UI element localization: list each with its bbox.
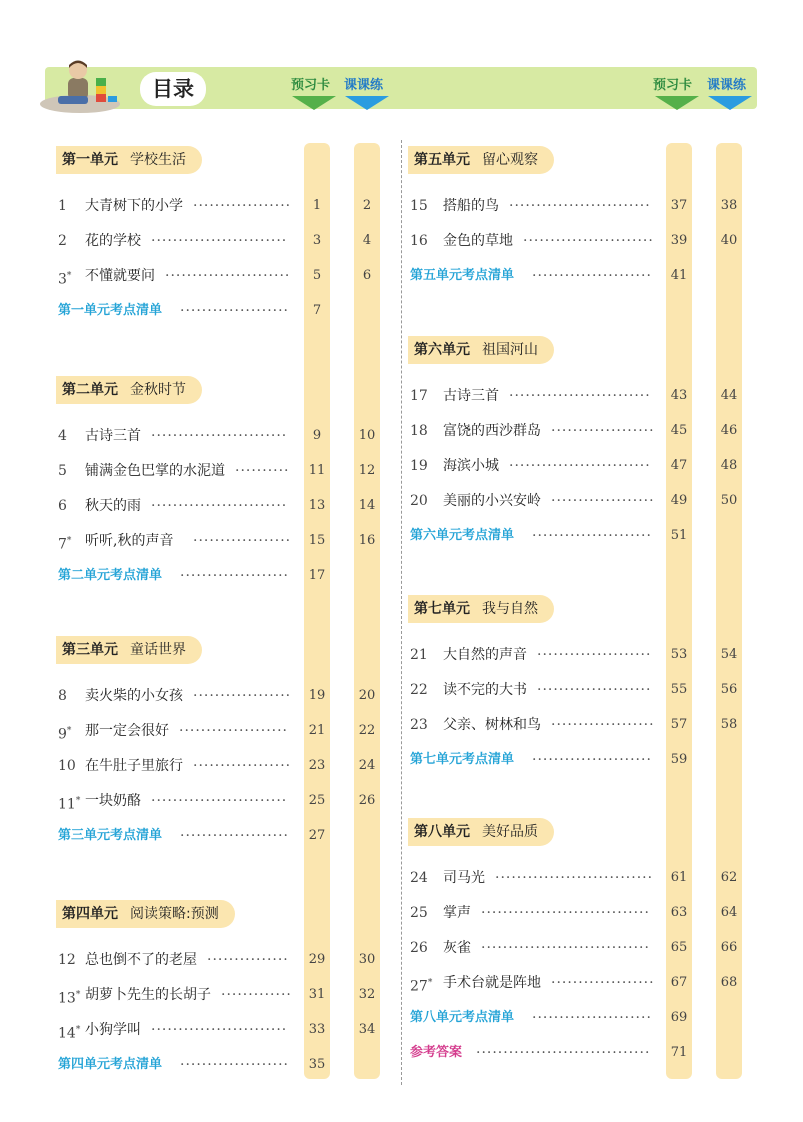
unit-label: 第八单元	[414, 824, 470, 840]
lesson-number	[410, 420, 428, 442]
column-divider	[401, 140, 402, 1085]
lesson-number-value: 27	[410, 978, 428, 995]
unit-theme: 阅读策略:预测	[130, 906, 219, 922]
lesson-page-number: 24	[358, 758, 376, 773]
lesson-page-number: 54	[720, 647, 738, 662]
lesson-title: 胡萝卜先生的长胡子	[85, 987, 211, 1003]
lesson-number-value: 10	[58, 758, 76, 774]
unit-theme: 美好品质	[482, 824, 538, 840]
unit-theme: 留心观察	[482, 152, 538, 168]
leader-dots: ····················	[180, 1057, 290, 1073]
preview-page-number: 27	[308, 828, 326, 843]
leader-dots: ··················	[193, 533, 292, 549]
lesson-page-number: 16	[358, 533, 376, 548]
optional-lesson-star: *	[66, 271, 72, 281]
preview-page-number: 65	[670, 940, 688, 955]
leader-dots: ·············	[221, 987, 292, 1003]
lesson-row[interactable]	[58, 685, 378, 707]
lesson-title: 美丽的小兴安岭	[443, 493, 541, 509]
lesson-number	[58, 195, 67, 217]
lesson-number	[410, 972, 432, 998]
lesson-title: 听听,秋的声音	[85, 533, 174, 549]
leader-dots: ······················	[532, 1010, 652, 1026]
lesson-number	[410, 867, 428, 889]
lesson-row[interactable]	[410, 867, 740, 889]
column-tag-lesson-right: 课课练	[707, 78, 747, 93]
review-title: 第七单元考点清单	[410, 752, 515, 767]
lesson-number-value: 17	[410, 388, 428, 404]
preview-page-number: 51	[670, 528, 688, 543]
preview-page-number: 57	[670, 717, 688, 732]
lesson-number	[410, 195, 428, 217]
lesson-page-number: 44	[720, 388, 738, 403]
lesson-title: 大自然的声音	[443, 647, 527, 663]
lesson-title: 古诗三首	[443, 388, 499, 404]
unit-header	[56, 146, 202, 174]
blue-arrow-icon	[345, 96, 389, 110]
leader-dots: ······················	[532, 752, 652, 768]
lesson-row[interactable]	[58, 495, 378, 517]
review-row[interactable]	[410, 1007, 740, 1029]
optional-lesson-star: *	[75, 1025, 81, 1035]
lesson-page-number: 14	[358, 498, 376, 513]
lesson-number-value: 22	[410, 682, 428, 698]
green-arrow-icon	[292, 96, 336, 110]
lesson-title: 那一定会很好	[85, 723, 169, 739]
lesson-row[interactable]	[410, 679, 740, 701]
lesson-page-number: 12	[358, 463, 376, 478]
unit-theme: 学校生活	[130, 152, 186, 168]
lesson-title: 卖火柴的小女孩	[85, 688, 183, 704]
lesson-row[interactable]	[58, 530, 378, 552]
unit-theme: 童话世界	[130, 642, 186, 658]
leader-dots: ··········	[235, 463, 290, 479]
preview-page-number: 19	[308, 688, 326, 703]
lesson-row[interactable]	[58, 984, 378, 1006]
column-tag-preview-right: 预习卡	[653, 78, 693, 93]
green-arrow-icon-right	[655, 96, 699, 110]
blue-arrow-icon-right	[708, 96, 752, 110]
lesson-number-value: 18	[410, 423, 428, 439]
leader-dots: ·····························	[495, 870, 654, 886]
lesson-page-number: 22	[358, 723, 376, 738]
review-row[interactable]	[58, 825, 378, 847]
leader-dots: ································	[476, 1045, 651, 1061]
lesson-number-value: 11	[58, 796, 76, 813]
lesson-number	[410, 679, 428, 701]
review-title: 第八单元考点清单	[410, 1010, 515, 1025]
lesson-title: 铺满金色巴掌的水泥道	[85, 463, 225, 479]
lesson-page-number: 48	[720, 458, 738, 473]
lesson-page-number: 2	[362, 198, 372, 213]
lesson-number-value: 12	[58, 952, 76, 968]
lesson-number	[58, 790, 80, 816]
preview-page-number: 47	[670, 458, 688, 473]
lesson-title: 司马光	[443, 870, 485, 886]
optional-lesson-star: *	[66, 726, 72, 736]
unit-theme: 金秋时节	[130, 382, 186, 398]
answer-title: 参考答案	[410, 1045, 463, 1060]
lesson-page-number: 6	[362, 268, 372, 283]
lesson-page-number: 50	[720, 493, 738, 508]
preview-page-number: 1	[312, 198, 322, 213]
leader-dots: ··························	[509, 458, 651, 474]
lesson-row[interactable]	[410, 644, 740, 666]
leader-dots: ························	[523, 233, 654, 249]
leader-dots: ·························	[151, 793, 288, 809]
lesson-row[interactable]	[410, 490, 740, 512]
lesson-row[interactable]	[58, 265, 378, 287]
preview-page-number: 25	[308, 793, 326, 808]
preview-page-number: 17	[308, 568, 326, 583]
lesson-number	[410, 455, 428, 477]
leader-dots: ····················	[179, 723, 289, 739]
leader-dots: ····················	[180, 303, 290, 319]
preview-page-number: 45	[670, 423, 688, 438]
review-title: 第一单元考点清单	[58, 303, 163, 318]
preview-page-number: 21	[308, 723, 326, 738]
preview-page-number: 69	[670, 1010, 688, 1025]
lesson-number	[58, 720, 71, 746]
unit-header	[56, 900, 235, 928]
preview-page-number: 35	[308, 1057, 326, 1072]
preview-page-number: 37	[670, 198, 688, 213]
lesson-number	[410, 937, 428, 959]
lesson-row[interactable]	[410, 455, 740, 477]
preview-page-number: 29	[308, 952, 326, 967]
lesson-number-value: 25	[410, 905, 428, 921]
lesson-row[interactable]	[410, 902, 740, 924]
lesson-row[interactable]	[58, 425, 378, 447]
lesson-title: 秋天的雨	[85, 498, 141, 514]
review-row[interactable]	[410, 749, 740, 771]
lesson-row[interactable]	[58, 460, 378, 482]
preview-page-number: 9	[312, 428, 322, 443]
leader-dots: ··················	[193, 198, 292, 214]
lesson-row[interactable]	[410, 385, 740, 407]
review-title: 第六单元考点清单	[410, 528, 515, 543]
lesson-page-number: 20	[358, 688, 376, 703]
unit-header	[408, 818, 554, 846]
lesson-page-number: 30	[358, 952, 376, 967]
optional-lesson-star: *	[427, 978, 433, 988]
preview-page-number: 31	[308, 987, 326, 1002]
leader-dots: ·······················	[165, 268, 291, 284]
preview-page-number: 3	[312, 233, 322, 248]
lesson-row[interactable]	[410, 420, 740, 442]
preview-page-number: 15	[308, 533, 326, 548]
lesson-title: 读不完的大书	[443, 682, 527, 698]
unit-header	[408, 146, 554, 174]
leader-dots: ···············	[207, 952, 289, 968]
lesson-number-value: 2	[58, 233, 67, 249]
lesson-number	[58, 230, 67, 252]
lesson-row[interactable]	[410, 230, 740, 252]
lesson-title: 海滨小城	[443, 458, 499, 474]
lesson-row[interactable]	[58, 720, 378, 742]
child-playing-blocks-icon	[38, 56, 138, 114]
lesson-title: 大青树下的小学	[85, 198, 183, 214]
lesson-page-number: 38	[720, 198, 738, 213]
leader-dots: ···················	[551, 493, 655, 509]
leader-dots: ······················	[532, 528, 652, 544]
unit-theme: 我与自然	[482, 601, 538, 617]
preview-page-number: 7	[312, 303, 322, 318]
unit-header	[56, 376, 202, 404]
lesson-number-value: 21	[410, 647, 428, 663]
lesson-title: 金色的草地	[443, 233, 513, 249]
leader-dots: ··························	[509, 198, 651, 214]
lesson-title: 灰雀	[443, 940, 471, 956]
preview-page-number: 71	[670, 1045, 688, 1060]
lesson-number	[58, 495, 67, 517]
lesson-number	[410, 230, 428, 252]
lesson-row[interactable]	[58, 949, 378, 971]
optional-lesson-star: *	[75, 990, 81, 1000]
lesson-number	[58, 949, 76, 971]
lesson-number-value: 14	[58, 1025, 76, 1042]
lesson-page-number: 56	[720, 682, 738, 697]
lesson-page-number: 58	[720, 717, 738, 732]
preview-page-number: 49	[670, 493, 688, 508]
unit-label: 第七单元	[414, 601, 470, 617]
unit-label: 第四单元	[62, 906, 118, 922]
lesson-page-number: 68	[720, 975, 738, 990]
leader-dots: ····················	[180, 828, 290, 844]
lesson-row[interactable]	[410, 937, 740, 959]
lesson-page-number: 40	[720, 233, 738, 248]
lesson-page-number: 34	[358, 1022, 376, 1037]
preview-page-number: 67	[670, 975, 688, 990]
preview-page-number: 61	[670, 870, 688, 885]
lesson-page-number: 46	[720, 423, 738, 438]
review-row[interactable]	[410, 265, 740, 287]
lesson-number-value: 16	[410, 233, 428, 249]
optional-lesson-star: *	[66, 536, 72, 546]
column-tag-lesson: 课课练	[344, 78, 384, 93]
lesson-number	[58, 530, 71, 556]
review-row[interactable]	[58, 1054, 378, 1076]
lesson-row[interactable]	[58, 1019, 378, 1041]
lesson-number-value: 20	[410, 493, 428, 509]
page-title: 目录	[140, 72, 206, 106]
unit-label: 第五单元	[414, 152, 470, 168]
lesson-row[interactable]	[58, 755, 378, 777]
lesson-number	[410, 714, 428, 736]
unit-header	[56, 636, 202, 664]
lesson-number-value: 9	[58, 726, 67, 743]
preview-page-number: 59	[670, 752, 688, 767]
lesson-number	[58, 685, 67, 707]
unit-label: 第一单元	[62, 152, 118, 168]
leader-dots: ···················	[551, 423, 655, 439]
lesson-title: 掌声	[443, 905, 471, 921]
unit-label: 第二单元	[62, 382, 118, 398]
leader-dots: ·····················	[537, 682, 652, 698]
lesson-number	[58, 984, 80, 1010]
review-title: 第二单元考点清单	[58, 568, 163, 583]
lesson-number-value: 23	[410, 717, 428, 733]
review-title: 第五单元考点清单	[410, 268, 515, 283]
review-row[interactable]	[410, 525, 740, 547]
lesson-title: 一块奶酪	[85, 793, 141, 809]
lesson-title: 花的学校	[85, 233, 141, 249]
lesson-page-number: 4	[362, 233, 372, 248]
lesson-number	[58, 265, 71, 291]
lesson-title: 古诗三首	[85, 428, 141, 444]
leader-dots: ··························	[509, 388, 651, 404]
lesson-number	[410, 385, 428, 407]
leader-dots: ·························	[151, 428, 288, 444]
lesson-number-value: 24	[410, 870, 428, 886]
preview-page-number: 5	[312, 268, 322, 283]
preview-page-number: 41	[670, 268, 688, 283]
lesson-number-value: 6	[58, 498, 67, 514]
lesson-number-value: 3	[58, 271, 67, 288]
lesson-title: 父亲、树林和鸟	[443, 717, 541, 733]
preview-page-number: 55	[670, 682, 688, 697]
lesson-number	[58, 1019, 80, 1045]
lesson-number-value: 4	[58, 428, 67, 444]
lesson-row[interactable]	[58, 195, 378, 217]
preview-page-number: 13	[308, 498, 326, 513]
leader-dots: ···················	[551, 975, 655, 991]
unit-label: 第六单元	[414, 342, 470, 358]
lesson-number	[58, 460, 67, 482]
lesson-page-number: 10	[358, 428, 376, 443]
unit-header	[408, 336, 554, 364]
lesson-number-value: 7	[58, 536, 67, 553]
review-title: 第四单元考点清单	[58, 1057, 163, 1072]
lesson-number-value: 1	[58, 198, 67, 214]
preview-page-number: 11	[308, 463, 326, 478]
leader-dots: ··················	[193, 688, 292, 704]
lesson-number	[58, 755, 76, 777]
lesson-title: 手术台就是阵地	[443, 975, 541, 991]
lesson-number	[410, 902, 428, 924]
leader-dots: ·························	[151, 233, 288, 249]
lesson-row[interactable]	[410, 714, 740, 736]
preview-page-number: 23	[308, 758, 326, 773]
lesson-number-value: 19	[410, 458, 428, 474]
leader-dots: ···················	[551, 717, 655, 733]
lesson-number-value: 15	[410, 198, 428, 214]
lesson-number-value: 13	[58, 990, 76, 1007]
leader-dots: ····················	[180, 568, 290, 584]
lesson-page-number: 62	[720, 870, 738, 885]
lesson-title: 搭船的鸟	[443, 198, 499, 214]
unit-header	[408, 595, 554, 623]
optional-lesson-star: *	[75, 796, 81, 806]
lesson-number-value: 5	[58, 463, 67, 479]
lesson-row[interactable]	[410, 972, 740, 994]
leader-dots: ·························	[151, 498, 288, 514]
preview-page-number: 43	[670, 388, 688, 403]
lesson-number-value: 26	[410, 940, 428, 956]
lesson-title: 不懂就要问	[85, 268, 155, 284]
lesson-page-number: 32	[358, 987, 376, 1002]
lesson-title: 富饶的西沙群岛	[443, 423, 541, 439]
lesson-row[interactable]	[58, 230, 378, 252]
unit-theme: 祖国河山	[482, 342, 538, 358]
preview-page-number: 39	[670, 233, 688, 248]
lesson-number-value: 8	[58, 688, 67, 704]
lesson-title: 小狗学叫	[85, 1022, 141, 1038]
answer-row[interactable]	[410, 1042, 740, 1064]
lesson-page-number: 64	[720, 905, 738, 920]
review-title: 第三单元考点清单	[58, 828, 163, 843]
review-row[interactable]	[58, 565, 378, 587]
preview-page-number: 63	[670, 905, 688, 920]
leader-dots: ·······························	[481, 940, 650, 956]
lesson-page-number: 26	[358, 793, 376, 808]
leader-dots: ·······························	[481, 905, 650, 921]
lesson-title: 在牛肚子里旅行	[85, 758, 183, 774]
lesson-number	[410, 644, 428, 666]
review-row[interactable]	[58, 300, 378, 322]
lesson-row[interactable]	[58, 790, 378, 812]
lesson-row[interactable]	[410, 195, 740, 217]
unit-label: 第三单元	[62, 642, 118, 658]
lesson-title: 总也倒不了的老屋	[85, 952, 197, 968]
leader-dots: ······················	[532, 268, 652, 284]
preview-page-number: 53	[670, 647, 688, 662]
leader-dots: ·····················	[537, 647, 652, 663]
lesson-number	[410, 490, 428, 512]
leader-dots: ·························	[151, 1022, 288, 1038]
column-tag-preview: 预习卡	[291, 78, 331, 93]
lesson-number	[58, 425, 67, 447]
lesson-page-number: 66	[720, 940, 738, 955]
leader-dots: ··················	[193, 758, 292, 774]
preview-page-number: 33	[308, 1022, 326, 1037]
